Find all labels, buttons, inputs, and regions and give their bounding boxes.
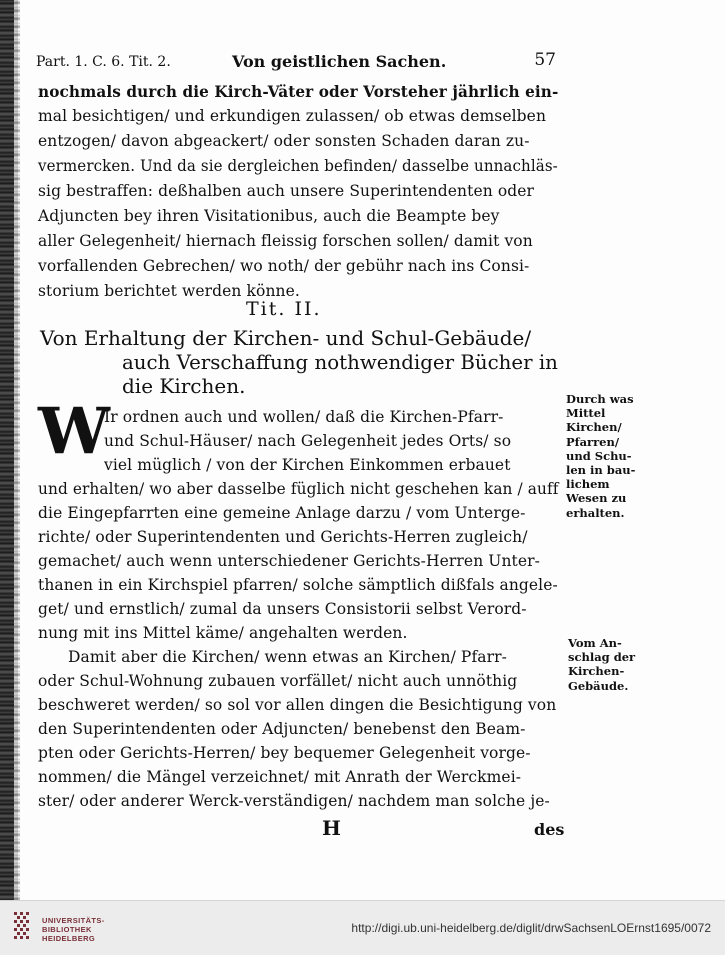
- catchword: des: [534, 820, 565, 839]
- text-line: Adjuncten bey ihren Visitationibus, auch die Beampte bey: [38, 207, 500, 225]
- text-line: die Eingepfarrten eine gemeine Anlage darzu / vom Unterge-: [38, 504, 526, 522]
- signature-mark: H: [322, 816, 341, 840]
- text-line: storium berichtet werden könne.: [38, 282, 300, 300]
- text-line: richte/ oder Superintendenten und Gerichts-Herren zugleich/: [38, 528, 528, 546]
- text-line: Ir ordnen auch und wollen/ daß die Kirchen-Pfarr-: [104, 408, 504, 426]
- margin-note-line: Durch was: [566, 392, 634, 406]
- text-line: thanen in ein Kirchspiel pfarren/ solche sämptlich dißfals angele-: [38, 576, 558, 594]
- margin-note-line: Mittel: [566, 406, 606, 421]
- text-line: ster/ oder anderer Werck-verständigen/ nachdem man solche je-: [38, 792, 550, 810]
- running-header: [36, 50, 556, 72]
- text-line: vermercken. Und da sie dergleichen befinden/ dasselbe unnachläs-: [38, 157, 558, 175]
- section-title-line: auch Verschaffung nothwendiger Bücher in: [122, 350, 558, 374]
- institution-line: BIBLIOTHEK: [42, 925, 92, 934]
- institution-line: HEIDELBERG: [42, 934, 96, 943]
- institution-line: UNIVERSITÄTS-: [42, 916, 105, 925]
- text-line: gemachet/ auch wenn unterschiedener Gerichts-Herren Unter-: [38, 552, 540, 570]
- text-line: oder Schul-Wohnung zubauen vorfället/ nicht auch unnöthig: [38, 672, 518, 690]
- text-line: pten oder Gerichts-Herren/ bey bequemer Gelegenheit vorge-: [38, 744, 531, 762]
- margin-note-line: Vom An-: [568, 636, 622, 650]
- text-line: aller Gelegenheit/ hiernach fleissig forschen sollen/ damit von: [38, 232, 533, 250]
- text-line: viel müglich / von der Kirchen Einkommen erbauet: [104, 456, 511, 474]
- margin-note-line: Kirchen-: [568, 664, 625, 679]
- drop-cap-initial: W: [38, 394, 110, 469]
- section-title-line: die Kirchen.: [122, 374, 246, 398]
- margin-note-line: erhalten.: [566, 505, 625, 520]
- page-number: 57: [534, 50, 556, 70]
- margin-note-line: lichem: [566, 477, 610, 492]
- text-line: nommen/ die Mängel verzeichnet/ mit Anrath der Werckmei-: [38, 768, 522, 786]
- permalink-url[interactable]: http://digi.ub.uni-heidelberg.de/diglit/drwSachsenLOErnst1695/0072: [351, 921, 711, 935]
- text-line: nochmals durch die Kirch-Väter oder Vorsteher jährlich ein-: [38, 82, 559, 101]
- text-line: nung mit ins Mittel käme/ angehalten werden.: [38, 624, 408, 642]
- text-line: Damit aber die Kirchen/ wenn etwas an Kirchen/ Pfarr-: [68, 648, 507, 666]
- margin-note-line: schlag der: [568, 650, 636, 665]
- margin-note-line: Wesen zu: [566, 491, 627, 506]
- margin-note-line: len in bau-: [566, 463, 636, 478]
- institution-name: [42, 916, 105, 943]
- viewer-footer: [0, 900, 725, 955]
- header-part-ref: Part. 1. C. 6. Tit. 2.: [36, 54, 171, 70]
- margin-note-line: Kirchen/: [566, 420, 622, 435]
- university-logo-icon: [12, 910, 32, 944]
- text-line: sig bestraffen: deßhalben auch unsere Superintendenten oder: [38, 182, 535, 200]
- text-line: und Schul-Häuser/ nach Gelegenheit jedes Orts/ so: [104, 432, 512, 450]
- margin-note-1: [566, 392, 635, 520]
- text-line: und erhalten/ wo aber dasselbe füglich nicht geschehen kan / auff: [38, 480, 559, 498]
- margin-note-line: Gebäude.: [568, 678, 629, 693]
- page-edge: [14, 0, 20, 900]
- text-line: den Superintendenten oder Adjuncten/ benebenst den Beam-: [38, 720, 526, 738]
- text-line: mal besichtigen/ und erkundigen zulassen/ ob etwas demselben: [38, 107, 547, 125]
- margin-note-2: [568, 636, 635, 693]
- margin-note-line: und Schu-: [566, 448, 632, 463]
- section-title-line: Von Erhaltung der Kirchen- und Schul-Gebäude/: [40, 326, 532, 350]
- text-line: vorfallenden Gebrechen/ wo noth/ der gebühr nach ins Consi-: [38, 257, 530, 275]
- margin-note-line: Pfarren/: [566, 434, 620, 449]
- text-line: get/ und ernstlich/ zumal da unsers Consistorii selbst Verord-: [38, 600, 527, 618]
- section-heading: Tit. II.: [246, 298, 322, 320]
- header-title: Von geistlichen Sachen.: [232, 52, 447, 71]
- text-line: beschweret werden/ so sol vor allen dingen die Besichtigung von: [38, 696, 557, 714]
- text-line: entzogen/ davon abgeackert/ oder sonsten Schaden daran zu-: [38, 132, 530, 150]
